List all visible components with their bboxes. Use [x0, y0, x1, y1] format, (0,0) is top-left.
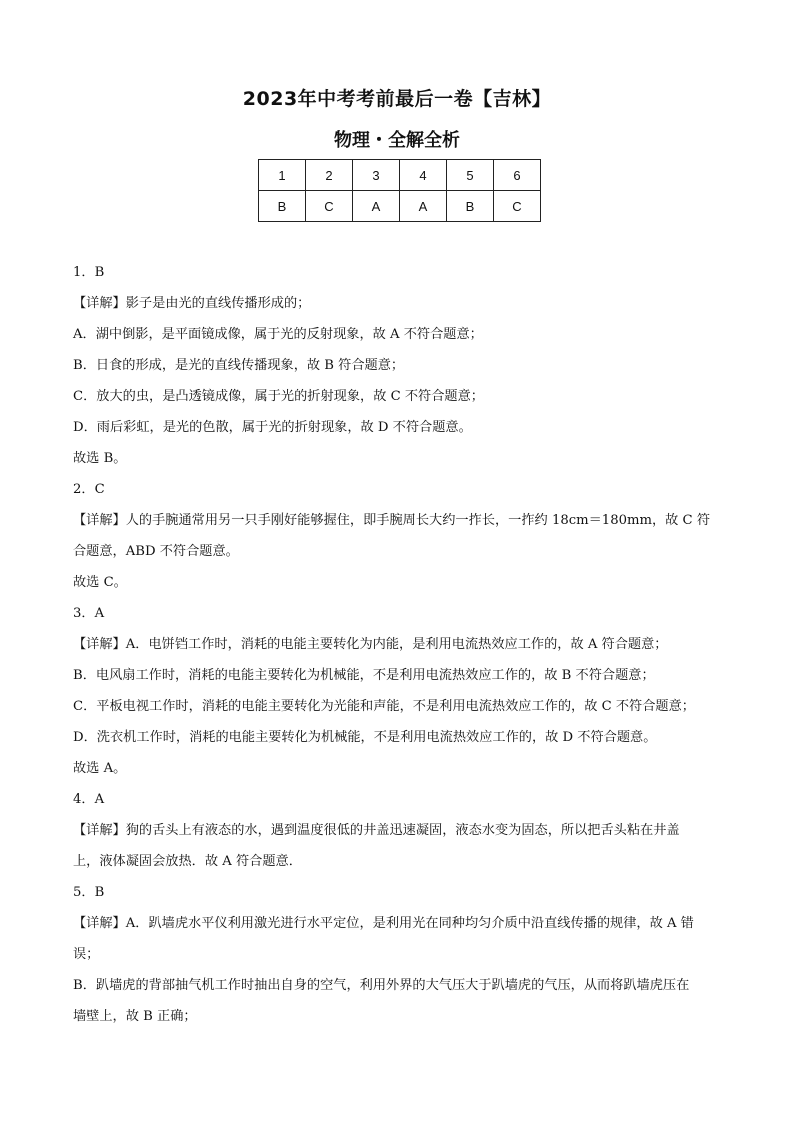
answer-cell: C [306, 191, 353, 222]
item-line: B．趴墙虎的背部抽气机工作时抽出自身的空气，利用外界的大气压大于趴墙虎的气压，从而将趴墙虎压在 [73, 978, 690, 993]
item-line: 故选 C。 [73, 575, 127, 590]
item-line: 【详解】A．趴墙虎水平仪利用激光进行水平定位，是利用光在同种均匀介质中沿直线传播的规律，故 A 错 [73, 916, 694, 931]
item-heading: 3．A [73, 606, 105, 621]
answer-cell: B [447, 191, 494, 222]
item-line: D．雨后彩虹，是光的色散，属于光的折射现象，故 D 不符合题意。 [73, 420, 472, 435]
item-line: B．电风扇工作时，消耗的电能主要转化为机械能，不是利用电流热效应工作的，故 B 不符合题意； [73, 668, 655, 683]
item-heading: 1．B [73, 265, 105, 280]
item-line: 【详解】A．电饼铛工作时，消耗的电能主要转化为内能，是利用电流热效应工作的，故 A 符合题意； [73, 637, 668, 652]
item-line: B．日食的形成，是光的直线传播现象，故 B 符合题意； [73, 358, 405, 373]
answer-table [258, 159, 541, 222]
answer-cell: B [259, 191, 306, 222]
question-number-cell: 2 [306, 160, 353, 191]
answer-cell: A [400, 191, 447, 222]
item-line: 故选 B。 [73, 451, 127, 466]
item-heading: 5．B [73, 885, 105, 900]
item-line: A．湖中倒影，是平面镜成像，属于光的反射现象，故 A 不符合题意； [73, 327, 483, 342]
item-line: 墙壁上，故 B 正确； [73, 1009, 197, 1024]
answer-cell: C [494, 191, 541, 222]
item-heading: 2．C [73, 482, 105, 497]
question-number-cell: 6 [494, 160, 541, 191]
item-line: 【详解】狗的舌头上有液态的水，遇到温度很低的井盖迅速凝固，液态水变为固态，所以把舌头粘在井盖 [73, 823, 680, 838]
answer-table-answer-row [259, 191, 541, 222]
item-line: 合题意，ABD 不符合题意。 [73, 544, 239, 559]
solutions-body [73, 257, 721, 1032]
question-number-cell: 3 [353, 160, 400, 191]
page-title: 2023年中考考前最后一卷【吉林】 [242, 88, 552, 110]
answer-table-number-row [259, 160, 541, 191]
item-line: D．洗衣机工作时，消耗的电能主要转化为机械能，不是利用电流热效应工作的，故 D 不符合题意。 [73, 730, 657, 745]
answer-cell: A [353, 191, 400, 222]
item-line: 【详解】人的手腕通常用另一只手刚好能够握住，即手腕周长大约一拃长，一拃约 18cm＝180mm，故 C 符 [73, 513, 711, 528]
item-line: C．平板电视工作时，消耗的电能主要转化为光能和声能，不是利用电流热效应工作的，故 C 不符合题意； [73, 699, 695, 714]
item-line: C．放大的虫，是凸透镜成像，属于光的折射现象，故 C 不符合题意； [73, 389, 484, 404]
question-number-cell: 5 [447, 160, 494, 191]
page-subtitle: 物理・全解全析 [334, 130, 460, 151]
question-number-cell: 1 [259, 160, 306, 191]
item-line: 上，液体凝固会放热．故 A 符合题意． [73, 854, 302, 869]
item-heading: 4．A [73, 792, 105, 807]
question-number-cell: 4 [400, 160, 447, 191]
item-line: 误； [73, 947, 100, 962]
item-line: 故选 A。 [73, 761, 127, 776]
item-line: 【详解】影子是由光的直线传播形成的； [73, 296, 311, 311]
